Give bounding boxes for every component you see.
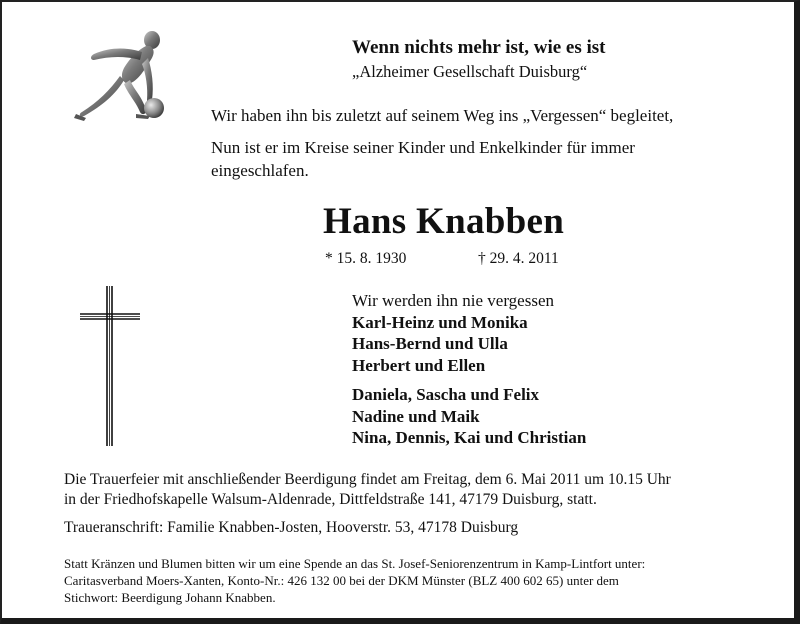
service-line-1: Die Trauerfeier mit anschließender Beerdigung findet am Freitag, dem 6. Mai 2011 um 10.15 Uhr <box>64 471 671 488</box>
mourner-grandchildren-1: Daniela, Sascha und Felix <box>352 385 540 404</box>
mourner-children-2: Hans-Bernd und Ulla <box>352 334 508 353</box>
donation-info <box>64 555 645 606</box>
intro-line-2: Nun ist er im Kreise seiner Kinder und Enkelkinder für immer eingeschlafen. <box>211 138 635 180</box>
donation-line-2: Caritasverband Moers-Xanten, Konto-Nr.: 426 132 00 bei der DKM Münster (BLZ 400 602 65) unter dem <box>64 573 619 588</box>
service-info <box>64 470 671 510</box>
mourners-lead: Wir werden ihn nie vergessen <box>352 291 554 310</box>
service-line-2: in der Friedhofskapelle Walsum-Aldenrade, Dittfeldstraße 141, 47179 Duisburg, statt. <box>64 491 597 508</box>
donation-line-1: Statt Kränzen und Blumen bitten wir um eine Spende an das St. Josef-Seniorenzentrum in Kamp-Lintfort unter: <box>64 556 646 571</box>
deceased-name: Hans Knabben <box>323 201 565 242</box>
birth-date: * 15. 8. 1930 <box>325 250 407 267</box>
intro-line-1: Wir haben ihn bis zuletzt auf seinem Weg ins „Vergessen“ begleitet, <box>211 106 674 125</box>
death-date: † 29. 4. 2011 <box>478 250 559 267</box>
mourner-children-3: Herbert und Ellen <box>352 355 486 375</box>
mourner-children-1: Karl-Heinz und Monika <box>352 312 528 332</box>
bowler-figurine-icon <box>50 24 176 126</box>
condolence-address: Traueranschrift: Familie Knabben-Josten, Hooverstr. 53, 47178 Duisburg <box>64 519 519 536</box>
motto-subtitle: „Alzheimer Gesellschaft Duisburg“ <box>352 62 588 81</box>
mourner-grandchildren-3: Nina, Dennis, Kai und Christian <box>352 428 587 447</box>
motto-title: Wenn nichts mehr ist, wie es ist <box>352 37 606 58</box>
mourners-list <box>352 290 586 449</box>
cross-icon <box>76 284 144 448</box>
mourner-grandchildren-2: Nadine und Maik <box>352 406 480 426</box>
donation-line-3: Stichwort: Beerdigung Johann Knabben. <box>64 590 276 605</box>
